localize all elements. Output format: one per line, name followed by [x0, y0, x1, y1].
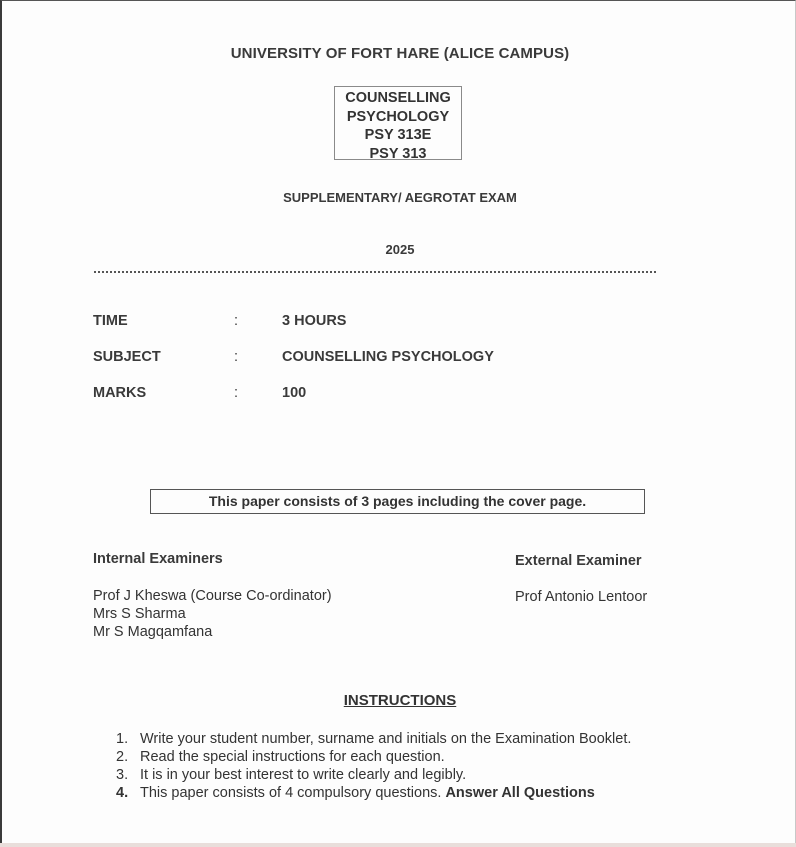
- info-row-subject: [2, 349, 796, 369]
- instruction-number: 4.: [116, 785, 129, 801]
- instruction-item: [114, 784, 754, 802]
- exam-type: SUPPLEMENTARY/ AEGROTAT EXAM: [283, 190, 517, 205]
- info-colon: :: [234, 349, 239, 365]
- examiner-name: Mrs S Sharma: [93, 606, 186, 622]
- exam-year: 2025: [385, 242, 415, 257]
- page-bottom-edge: [0, 843, 796, 847]
- instruction-item: [114, 748, 754, 766]
- info-row-marks: [2, 385, 796, 405]
- instruction-text: Write your student number, surname and initials on the Examination Booklet.: [140, 731, 632, 747]
- course-box: [334, 86, 462, 160]
- instruction-text: This paper consists of 4 compulsory questions.: [140, 785, 446, 801]
- instruction-item: [114, 766, 754, 784]
- info-colon: :: [234, 385, 239, 401]
- instruction-item: [114, 730, 754, 748]
- examiner-name: Prof J Kheswa (Course Co-ordinator): [93, 588, 332, 604]
- instructions-list: [114, 730, 754, 802]
- info-colon: :: [234, 313, 239, 329]
- course-line: COUNSELLING: [345, 90, 451, 106]
- instruction-number: 3.: [116, 767, 129, 783]
- examiner-name: Mr S Magqamfana: [93, 624, 213, 640]
- course-line: PSYCHOLOGY: [346, 108, 450, 125]
- pages-notice: This paper consists of 3 pages including the cover page.: [150, 489, 645, 514]
- info-row-time: [2, 313, 796, 333]
- examiner-name: Prof Antonio Lentoor: [515, 589, 648, 605]
- course-code: PSY 313E: [364, 127, 432, 143]
- external-examiner-list: [515, 588, 647, 606]
- instructions-heading: INSTRUCTIONS: [343, 692, 457, 709]
- instruction-text: It is in your best interest to write clearly and legibly.: [140, 767, 467, 783]
- info-label: SUBJECT: [93, 349, 161, 365]
- instruction-number: 2.: [116, 749, 129, 765]
- info-label: TIME: [93, 313, 128, 329]
- info-value: 100: [282, 385, 307, 401]
- university-title: UNIVERSITY OF FORT HARE (ALICE CAMPUS): [230, 45, 570, 62]
- info-value: 3 HOURS: [282, 313, 347, 329]
- course-code: PSY 313: [369, 145, 427, 162]
- external-examiner-heading: External Examiner: [515, 553, 642, 569]
- info-value: COUNSELLING PSYCHOLOGY: [282, 349, 494, 365]
- instruction-emphasis: Answer All Questions: [445, 785, 595, 801]
- info-label: MARKS: [93, 385, 147, 401]
- internal-examiners-list: [93, 587, 332, 641]
- internal-examiners-heading: Internal Examiners: [93, 551, 223, 567]
- instruction-text: Read the special instructions for each question.: [140, 749, 445, 765]
- dotted-divider: [94, 271, 656, 273]
- instruction-number: 1.: [116, 731, 129, 747]
